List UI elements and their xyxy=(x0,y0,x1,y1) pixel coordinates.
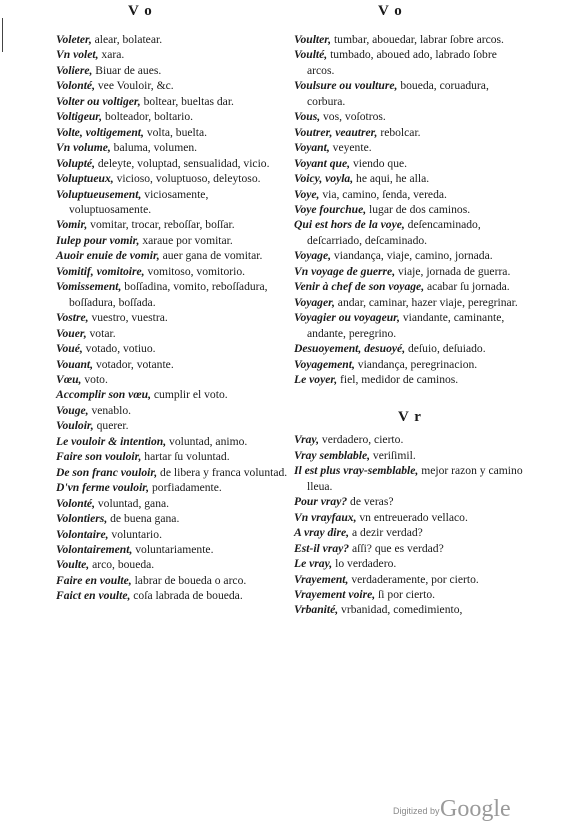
entry-headword: Faire son vouloir, xyxy=(56,450,142,464)
entry-headword: Vouer, xyxy=(56,326,87,340)
entry-translation: vomitar, trocar, reboſſar, boſſar. xyxy=(87,218,235,232)
entry-headword: Voué, xyxy=(56,342,83,356)
dictionary-entry xyxy=(294,556,526,571)
entry-headword: Vray, xyxy=(294,433,320,447)
entry-translation: verdaderamente, por cierto. xyxy=(348,572,479,586)
dictionary-entry xyxy=(294,510,526,525)
entry-headword: Iulep pour vomir, xyxy=(56,233,140,247)
entry-translation: Biuar de aues. xyxy=(92,63,162,77)
entry-translation: vrbanidad, comedimiento, xyxy=(338,603,463,617)
entry-translation: de libera y franca voluntad. xyxy=(157,465,288,479)
dictionary-entry xyxy=(56,217,288,232)
entry-translation: a dezir verdad? xyxy=(349,526,423,540)
entry-headword: Voye fourchue, xyxy=(294,202,367,216)
entry-translation: boſſadina, vomito, reboſſadura, boſſadura, boſſada. xyxy=(69,280,268,309)
dictionary-entry xyxy=(294,494,526,509)
dictionary-entry xyxy=(56,32,288,47)
right-column-vr-entries xyxy=(294,432,526,617)
entry-headword: Vouant, xyxy=(56,357,94,371)
entry-translation: verdadero, cierto. xyxy=(319,433,404,447)
entry-headword: Volontaire, xyxy=(56,527,109,541)
entry-headword: Voyagement, xyxy=(294,357,355,371)
dictionary-entry xyxy=(56,233,288,248)
dictionary-entry xyxy=(294,357,526,372)
dictionary-entry xyxy=(56,125,288,140)
dictionary-entry xyxy=(56,78,288,93)
entry-headword: Vrayement voire, xyxy=(294,587,376,601)
dictionary-entry xyxy=(294,32,526,47)
entry-translation: viandante, caminante, andante, peregrino. xyxy=(307,311,505,340)
entry-translation: vos, voſotros. xyxy=(320,110,386,124)
entry-headword: Voye, xyxy=(294,187,320,201)
entry-translation: viciosamente, voluptuosamente. xyxy=(69,187,209,216)
dictionary-entry xyxy=(56,94,288,109)
entry-headword: Le vouloir & intention, xyxy=(56,434,167,448)
section-heading-vr: V r xyxy=(398,409,422,426)
entry-headword: Voicy, voyla, xyxy=(294,172,354,186)
page-header-right: V o xyxy=(378,3,403,19)
dictionary-entry xyxy=(56,47,288,62)
entry-headword: Vray semblable, xyxy=(294,448,370,462)
entry-translation: vicioso, voluptuoso, deleytoso. xyxy=(113,172,261,186)
dictionary-entry xyxy=(56,156,288,171)
dictionary-entry xyxy=(294,448,526,463)
entry-headword: Vn volume, xyxy=(56,141,111,155)
entry-translation: boueda, coruadura, corbura. xyxy=(307,79,489,108)
entry-headword: Vous, xyxy=(294,110,321,124)
entry-translation: vuestro, vuestra. xyxy=(88,311,168,325)
entry-translation: viendo que. xyxy=(350,156,408,170)
dictionary-entry xyxy=(56,542,288,557)
entry-translation: acabar ſu jornada. xyxy=(424,280,510,294)
entry-headword: Voulter, xyxy=(294,33,332,46)
entry-headword: Il est plus vray-semblable, xyxy=(294,464,419,478)
dictionary-entry xyxy=(56,403,288,418)
entry-headword: Pour vray? xyxy=(294,495,348,509)
dictionary-entry xyxy=(294,140,526,155)
entry-translation: bolteador, boltario. xyxy=(102,110,194,124)
entry-translation: volta, buelta. xyxy=(143,125,208,139)
entry-translation: aſſi? que es verdad? xyxy=(349,541,444,555)
entry-headword: Vouloir, xyxy=(56,419,94,433)
entry-translation: porfiadamente. xyxy=(149,481,222,495)
right-column xyxy=(294,32,526,618)
entry-translation: mejor razon y camino lleua. xyxy=(307,464,523,493)
dictionary-entry xyxy=(56,418,288,433)
entry-headword: Volonté, xyxy=(56,496,95,510)
entry-translation: rebolcar. xyxy=(377,125,421,139)
dictionary-entry xyxy=(294,187,526,202)
entry-headword: Voutrer, veautrer, xyxy=(294,125,378,139)
entry-headword: Volonté, xyxy=(56,79,95,93)
entry-headword: Voyagier ou voyageur, xyxy=(294,311,400,325)
entry-translation: viandança, peregrinacion. xyxy=(354,357,478,371)
dictionary-entry xyxy=(294,156,526,171)
entry-headword: Vœu, xyxy=(56,372,82,386)
entry-translation: xara. xyxy=(98,48,125,62)
entry-headword: Vrayement, xyxy=(294,572,349,586)
entry-translation: via, camino, ſenda, vereda. xyxy=(319,187,447,201)
entry-headword: Auoir enuie de vomir, xyxy=(56,249,160,263)
left-column xyxy=(56,32,288,604)
entry-headword: Voyager, xyxy=(294,295,335,309)
dictionary-entry xyxy=(294,372,526,387)
entry-translation: boltear, bueltas dar. xyxy=(140,94,234,108)
dictionary-entry xyxy=(56,310,288,325)
dictionary-entry xyxy=(56,187,288,218)
entry-translation: deſencaminado, deſcarriado, deſcaminado. xyxy=(307,218,481,247)
entry-translation: vee Vouloir, &c. xyxy=(94,79,174,93)
right-column-vo-entries xyxy=(294,32,526,387)
entry-headword: Est-il vray? xyxy=(294,541,350,555)
dictionary-entry xyxy=(56,341,288,356)
entry-headword: Vomir, xyxy=(56,218,88,232)
dictionary-entry xyxy=(56,326,288,341)
dictionary-entry xyxy=(56,109,288,124)
entry-headword: Volontairement, xyxy=(56,542,133,556)
entry-translation: tumbar, abouedar, labrar ſobre arcos. xyxy=(331,33,504,46)
dictionary-entry xyxy=(294,125,526,140)
dictionary-entry xyxy=(294,248,526,263)
entry-headword: Le vray, xyxy=(294,557,333,571)
entry-translation: voluntario. xyxy=(108,527,162,541)
dictionary-entry xyxy=(294,602,526,617)
entry-translation: fiel, medidor de caminos. xyxy=(337,372,459,386)
entry-headword: Venir à chef de son voyage, xyxy=(294,280,425,294)
entry-translation: andar, caminar, hazer viaje, peregrinar. xyxy=(334,295,518,309)
entry-headword: Voyant, xyxy=(294,141,330,155)
entry-translation: veriſimil. xyxy=(370,448,416,462)
dictionary-entry xyxy=(294,109,526,124)
entry-headword: Voulte, xyxy=(56,558,90,572)
dictionary-entry xyxy=(56,465,288,480)
entry-translation: labrar de boueda o arco. xyxy=(131,573,247,587)
dictionary-entry xyxy=(294,572,526,587)
entry-headword: Vouge, xyxy=(56,403,89,417)
entry-headword: Vn vrayfaux, xyxy=(294,510,357,524)
entry-headword: Vn volet, xyxy=(56,48,99,62)
entry-translation: he aqui, he alla. xyxy=(353,172,430,186)
google-logo: Google xyxy=(440,796,511,822)
dictionary-entry xyxy=(56,588,288,603)
entry-headword: Vostre, xyxy=(56,311,89,325)
entry-headword: Volter ou voltiger, xyxy=(56,94,141,108)
entry-headword: Vomissement, xyxy=(56,280,122,294)
entry-headword: Voulsure ou voulture, xyxy=(294,79,398,93)
entry-translation: viaje, jornada de guerra. xyxy=(395,264,511,278)
dictionary-entry xyxy=(56,357,288,372)
entry-headword: Le voyer, xyxy=(294,372,338,386)
entry-headword: A vray dire, xyxy=(294,526,350,540)
entry-headword: Voleter, xyxy=(56,33,92,46)
dictionary-entry xyxy=(294,202,526,217)
entry-translation: voluntariamente. xyxy=(132,542,214,556)
dictionary-entry xyxy=(56,511,288,526)
entry-translation: viandança, viaje, camino, jornada. xyxy=(331,249,493,263)
entry-translation: hartar ſu voluntad. xyxy=(141,450,230,464)
dictionary-entry xyxy=(294,587,526,602)
dictionary-entry xyxy=(294,264,526,279)
dictionary-entry xyxy=(56,372,288,387)
digitized-by-label: Digitized by xyxy=(393,806,440,816)
dictionary-entry xyxy=(56,480,288,495)
dictionary-entry xyxy=(294,463,526,494)
entry-headword: De son franc vouloir, xyxy=(56,465,158,479)
entry-translation: auer gana de vomitar. xyxy=(159,249,263,263)
entry-translation: alear, bolatear. xyxy=(91,33,163,46)
entry-headword: Faire en voulte, xyxy=(56,573,132,587)
dictionary-entry xyxy=(56,557,288,572)
entry-translation: deleyte, voluptad, sensualidad, vicio. xyxy=(94,156,270,170)
entry-headword: Desuoyement, desuoyé, xyxy=(294,342,406,356)
entry-headword: Vn voyage de guerre, xyxy=(294,264,396,278)
entry-translation: xaraue por vomitar. xyxy=(139,233,233,247)
dictionary-entry xyxy=(294,217,526,248)
dictionary-entry xyxy=(56,434,288,449)
entry-translation: tumbado, aboued ado, labrado ſobre arcos. xyxy=(307,48,497,77)
entry-translation: de buena gana. xyxy=(107,512,180,526)
entry-headword: Voliere, xyxy=(56,63,93,77)
dictionary-entry xyxy=(56,279,288,310)
dictionary-entry xyxy=(56,449,288,464)
entry-headword: Volupté, xyxy=(56,156,95,170)
entry-headword: Volontiers, xyxy=(56,512,108,526)
dictionary-entry xyxy=(56,527,288,542)
dictionary-entry xyxy=(56,63,288,78)
entry-headword: Voulté, xyxy=(294,48,328,62)
entry-headword: Volte, voltigement, xyxy=(56,125,144,139)
entry-translation: votador, votante. xyxy=(93,357,174,371)
dictionary-entry xyxy=(56,573,288,588)
entry-translation: lugar de dos caminos. xyxy=(366,202,471,216)
entry-translation: lo verdadero. xyxy=(332,557,397,571)
entry-headword: Voyant que, xyxy=(294,156,351,170)
dictionary-entry xyxy=(56,496,288,511)
entry-translation: vomitoso, vomitorio. xyxy=(144,264,246,278)
dictionary-entry xyxy=(294,341,526,356)
entry-headword: Voltigeur, xyxy=(56,110,103,124)
dictionary-entry xyxy=(294,171,526,186)
entry-headword: Voluptueux, xyxy=(56,172,114,186)
entry-translation: arco, boueda. xyxy=(89,558,155,572)
dictionary-entry xyxy=(56,387,288,402)
entry-translation: coſa labrada de boueda. xyxy=(130,589,243,603)
entry-translation: votado, votiuo. xyxy=(82,342,156,356)
dictionary-entry xyxy=(294,78,526,109)
dictionary-entry xyxy=(294,47,526,78)
dictionary-entry xyxy=(56,171,288,186)
entry-headword: Voyage, xyxy=(294,249,332,263)
dictionary-entry xyxy=(294,541,526,556)
entry-translation: voto. xyxy=(81,372,108,386)
entry-headword: Faict en voulte, xyxy=(56,589,131,603)
entry-translation: venablo. xyxy=(88,403,132,417)
dictionary-entry xyxy=(56,140,288,155)
dictionary-entry xyxy=(294,295,526,310)
entry-headword: Accomplir son vœu, xyxy=(56,388,152,402)
dictionary-entry xyxy=(56,264,288,279)
dictionary-entry xyxy=(294,525,526,540)
entry-headword: D'vn ferme vouloir, xyxy=(56,481,150,495)
entry-translation: vn entreuerado vellaco. xyxy=(356,510,468,524)
entry-translation: cumplir el voto. xyxy=(151,388,228,402)
dictionary-entry xyxy=(294,310,526,341)
dictionary-entry xyxy=(294,279,526,294)
page-header-left: V o xyxy=(128,3,153,19)
dictionary-entry xyxy=(294,432,526,447)
entry-translation: baluma, volumen. xyxy=(110,141,198,155)
entry-translation: votar. xyxy=(86,326,116,340)
entry-translation: voluntad, animo. xyxy=(166,434,248,448)
page-edge-mark xyxy=(2,18,3,52)
entry-translation: deſuio, deſuiado. xyxy=(405,342,486,356)
entry-headword: Vomitif, vomitoire, xyxy=(56,264,145,278)
entry-headword: Vrbanité, xyxy=(294,603,339,617)
entry-translation: ſi por cierto. xyxy=(375,587,436,601)
entry-headword: Qui est hors de la voye, xyxy=(294,218,405,232)
entry-translation: de veras? xyxy=(347,495,394,509)
dictionary-entry xyxy=(56,248,288,263)
entry-translation: querer. xyxy=(93,419,129,433)
entry-headword: Voluptueusement, xyxy=(56,187,142,201)
entry-translation: veyente. xyxy=(329,141,372,155)
entry-translation: voluntad, gana. xyxy=(94,496,170,510)
